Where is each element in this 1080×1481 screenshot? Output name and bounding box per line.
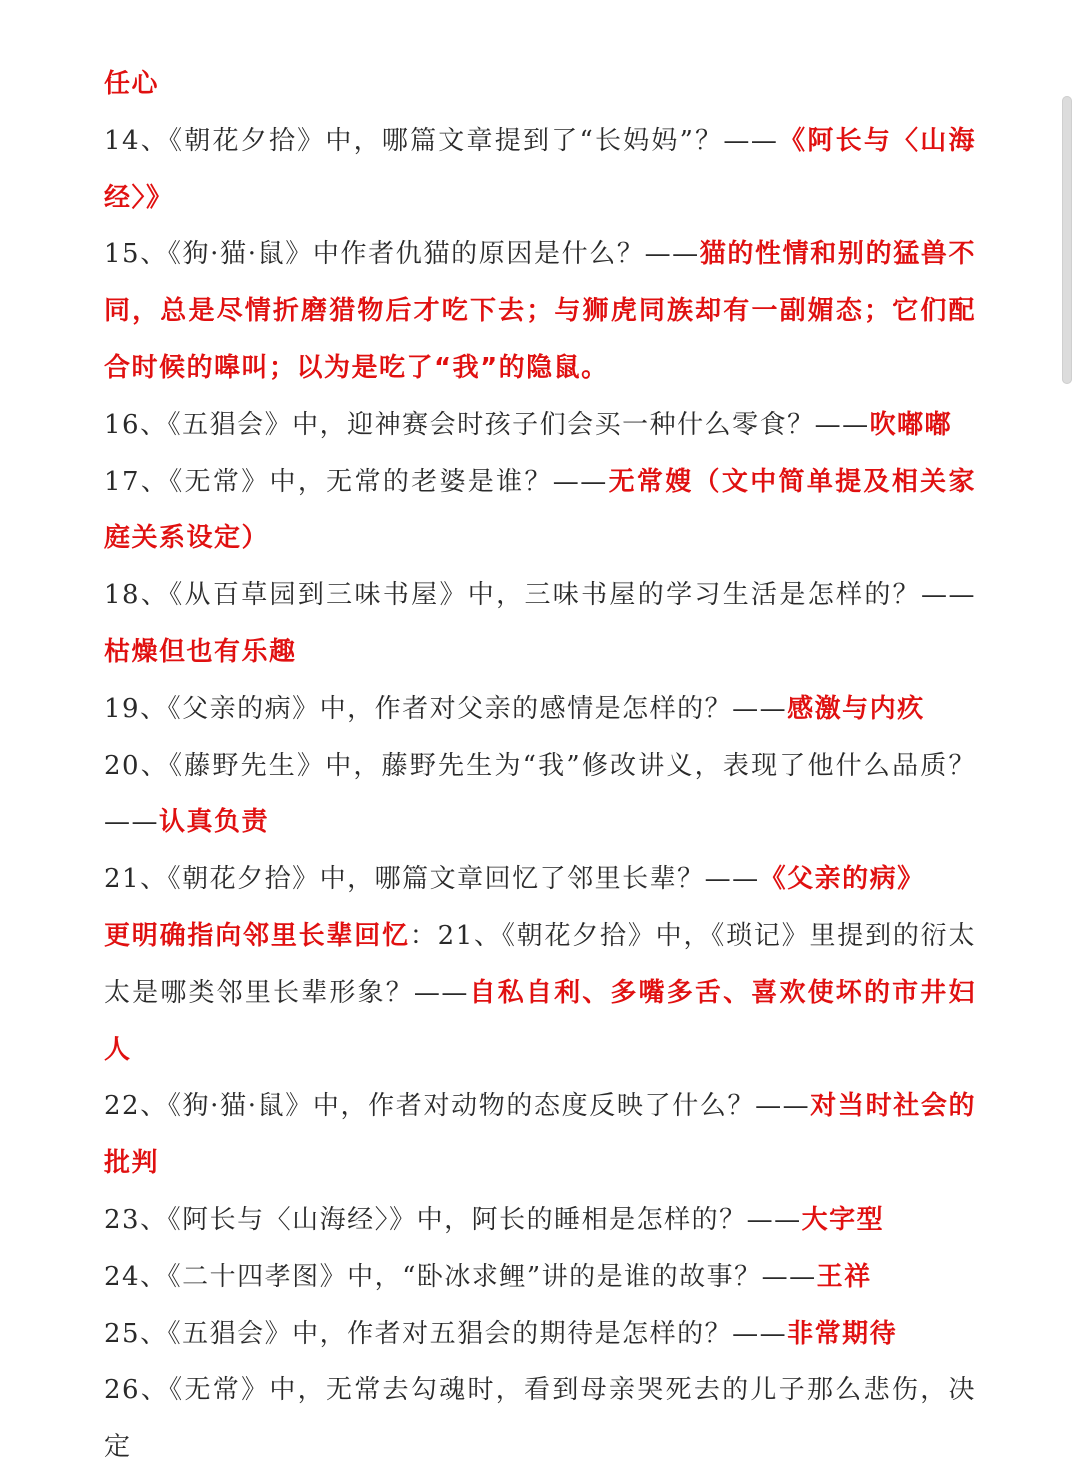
question-text: 22、《狗·猫·鼠》中，作者对动物的态度反映了什么？—— <box>104 1091 811 1122</box>
question-text: 20、《藤野先生》中，藤野先生为“我”修改讲义，表现了他什么品质？—— <box>104 750 976 838</box>
answer-text: 自私自利、多嘴多舌、喜欢使坏的市井妇人 <box>104 977 976 1065</box>
qa-item-24 <box>104 1249 976 1306</box>
qa-item-14 <box>104 113 976 227</box>
question-text: 24、《二十四孝图》中，“卧冰求鲤”讲的是谁的故事？—— <box>104 1261 817 1292</box>
answer-text: 对当时社会的批判 <box>104 1091 976 1179</box>
question-text: 17、《无常》中，无常的老婆是谁？—— <box>104 466 608 497</box>
qa-item-18 <box>104 567 976 681</box>
question-text: 19、《父亲的病》中，作者对父亲的感情是怎样的？—— <box>104 693 788 724</box>
document-body <box>104 56 976 1476</box>
question-text: 16、《五猖会》中，迎神赛会时孩子们会买一种什么零食？—— <box>104 409 870 440</box>
qa-item-15 <box>104 226 976 396</box>
qa-item-20 <box>104 738 976 852</box>
question-text: ：21、《朝花夕拾》中，《琐记》里提到的衍太太是哪类邻里长辈形象？—— <box>104 920 976 1008</box>
qa-item-23 <box>104 1192 976 1249</box>
answer-text: 王祥 <box>816 1261 872 1292</box>
qa-item-22 <box>104 1078 976 1192</box>
answer-text: 感激与内疚 <box>787 693 925 724</box>
question-text: 23、《阿长与〈山海经〉》中，阿长的睡相是怎样的？—— <box>104 1204 802 1235</box>
qa-item-16 <box>104 397 976 454</box>
answer-text: 非常期待 <box>787 1318 898 1349</box>
answer-text: 认真负责 <box>159 807 270 838</box>
question-text: 15、《狗·猫·鼠》中作者仇猫的原因是什么？—— <box>104 239 700 270</box>
vertical-scrollbar-thumb[interactable] <box>1062 96 1072 384</box>
question-text: 26、《无常》中，无常去勾魂时，看到母亲哭死去的儿子那么悲伤，决定 <box>104 1375 976 1463</box>
question-text: 25、《五猖会》中，作者对五猖会的期待是怎样的？—— <box>104 1318 788 1349</box>
question-text: 14、《朝花夕拾》中，哪篇文章提到了“长妈妈”？—— <box>104 125 779 156</box>
answer-text: 任心 <box>104 69 160 99</box>
qa-item-17 <box>104 454 976 568</box>
answer-text: 无常嫂（文中简单提及相关家庭关系设定） <box>104 466 976 554</box>
question-text: 21、《朝花夕拾》中，哪篇文章回忆了邻里长辈？—— <box>104 864 760 895</box>
answer-text: 《父亲的病》 <box>759 864 925 895</box>
answer-text: 大字型 <box>801 1204 885 1235</box>
answer-text: 枯燥但也有乐趣 <box>104 636 297 667</box>
qa-item-21 <box>104 851 976 908</box>
answer-text: 猫的性情和别的猛兽不同，总是尽情折磨猎物后才吃下去；与狮虎同族却有一副媚态；它们配合时候的嗥叫；以为是吃了“我”的隐鼠。 <box>104 239 976 383</box>
qa-item-26 <box>104 1362 976 1476</box>
qa-item-25 <box>104 1306 976 1363</box>
intro-line <box>104 56 976 113</box>
answer-text: 《阿长与〈山海经〉》 <box>104 125 976 213</box>
qa-item-21-revised <box>104 908 976 1078</box>
qa-item-19 <box>104 681 976 738</box>
revision-note: 更明确指向邻里长辈回忆 <box>104 920 410 951</box>
answer-text: 吹嘟嘟 <box>869 409 953 440</box>
question-text: 18、《从百草园到三味书屋》中，三味书屋的学习生活是怎样的？—— <box>104 580 976 611</box>
